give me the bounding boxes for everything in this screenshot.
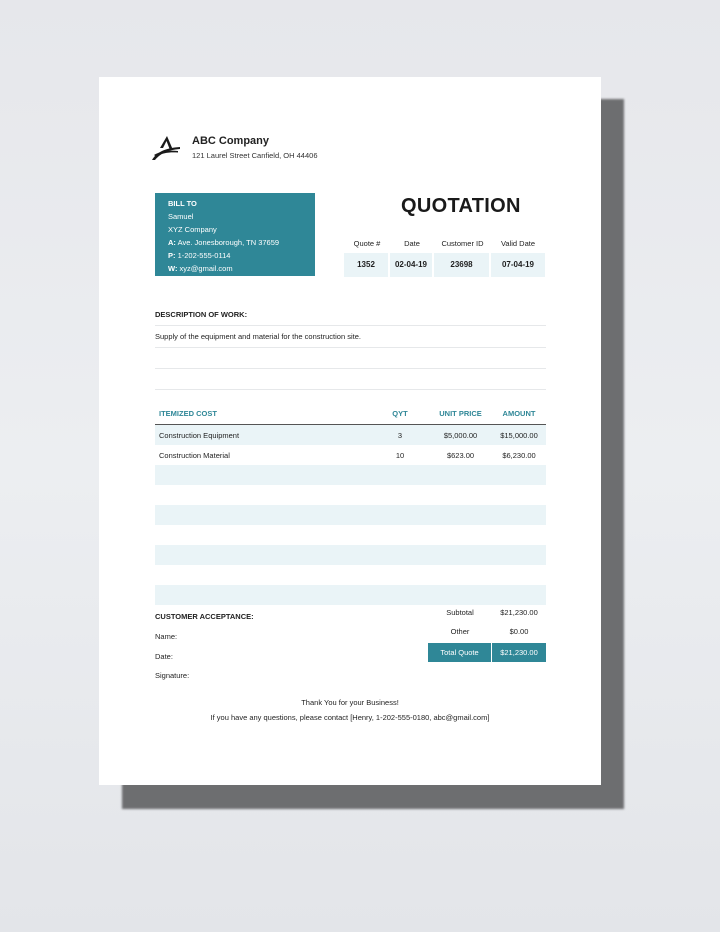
subtotal-label: Subtotal	[446, 608, 474, 617]
table-row	[155, 425, 546, 445]
items-header-qty: QYT	[392, 409, 408, 418]
company-logo-icon	[151, 134, 181, 162]
item-description: Construction Equipment	[159, 430, 240, 440]
table-row	[155, 445, 546, 465]
bill-to-web: xyz@gmail.com	[179, 264, 233, 273]
bill-to-phone-line	[168, 249, 315, 262]
meta-header-valid-date: Valid Date	[500, 238, 536, 248]
itemized-cost-table	[155, 403, 546, 605]
bill-to-phone: 1-202-555-0114	[177, 251, 231, 260]
document-title: QUOTATION	[401, 195, 521, 217]
meta-header-date: Date	[404, 238, 420, 248]
item-unit-price: $5,000.00	[443, 430, 478, 440]
meta-header-row	[344, 235, 545, 251]
phone-label: P:	[168, 251, 176, 260]
empty-table-row	[155, 505, 546, 525]
totals-block	[428, 603, 546, 662]
meta-value-quote: 1352	[344, 253, 390, 277]
bill-to-address-line	[168, 236, 315, 249]
description-text: Supply of the equipment and material for the construction site.	[155, 332, 361, 341]
bill-to-web-line	[168, 262, 315, 275]
acceptance-date-field: Date:	[155, 652, 173, 661]
acceptance-signature-field: Signature:	[155, 671, 190, 680]
meta-value-valid-date: 07-04-19	[501, 260, 535, 269]
total-quote-row	[428, 643, 546, 662]
item-unit-price: $623.00	[446, 450, 475, 460]
empty-table-row	[155, 485, 546, 505]
meta-value-date: 02-04-19	[390, 253, 434, 277]
address-label: A:	[168, 238, 176, 247]
bill-to-address: Ave. Jonesborough, TN 37659	[177, 238, 280, 247]
item-qty: 10	[395, 450, 405, 460]
empty-table-row	[155, 585, 546, 605]
empty-table-row	[155, 465, 546, 485]
meta-header-customer-id: Customer ID	[441, 238, 484, 248]
bill-to-header: BILL TO	[168, 199, 197, 208]
total-quote-value: $21,230.00	[500, 648, 538, 657]
meta-value-row	[344, 253, 545, 277]
item-description: Construction Material	[159, 450, 230, 460]
contact-note: If you have any questions, please contact [Henry, 1-202-555-0180, abc@gmail.com]	[210, 713, 490, 722]
divider	[155, 368, 546, 369]
empty-table-row	[155, 525, 546, 545]
empty-table-row	[155, 565, 546, 585]
quote-meta-table	[344, 235, 545, 277]
meta-value-customer-id: 23698	[434, 253, 491, 277]
subtotal-row	[428, 603, 546, 622]
divider	[155, 389, 546, 390]
bill-to-company: XYZ Company	[168, 225, 217, 234]
bill-to-name: Samuel	[168, 212, 194, 221]
item-qty: 3	[397, 430, 403, 440]
item-amount: $6,230.00	[502, 450, 536, 460]
other-label: Other	[450, 627, 470, 636]
items-header-amount: AMOUNT	[502, 409, 536, 418]
company-address: 121 Laurel Street Canfield, OH 44406	[192, 151, 318, 160]
thank-you-note: Thank You for your Business!	[301, 698, 399, 707]
divider	[155, 325, 546, 326]
company-name: ABC Company	[192, 135, 270, 147]
other-row	[428, 622, 546, 641]
item-amount: $15,000.00	[500, 430, 538, 440]
description-label: DESCRIPTION OF WORK:	[155, 310, 248, 319]
items-header-itemized-cost: ITEMIZED COST	[159, 409, 217, 418]
items-header-row	[155, 403, 546, 425]
other-value: $0.00	[509, 627, 529, 636]
subtotal-value: $21,230.00	[500, 608, 538, 617]
divider	[155, 347, 546, 348]
items-header-unit-price: UNIT PRICE	[439, 409, 482, 418]
customer-acceptance-label: CUSTOMER ACCEPTANCE:	[155, 612, 254, 621]
web-label: W:	[168, 264, 178, 273]
quotation-page	[99, 77, 601, 785]
bill-to-box	[155, 193, 315, 276]
total-quote-label: Total Quote	[428, 643, 492, 662]
empty-table-row	[155, 545, 546, 565]
acceptance-name-field: Name:	[155, 632, 178, 641]
meta-header-quote: Quote #	[353, 238, 381, 248]
